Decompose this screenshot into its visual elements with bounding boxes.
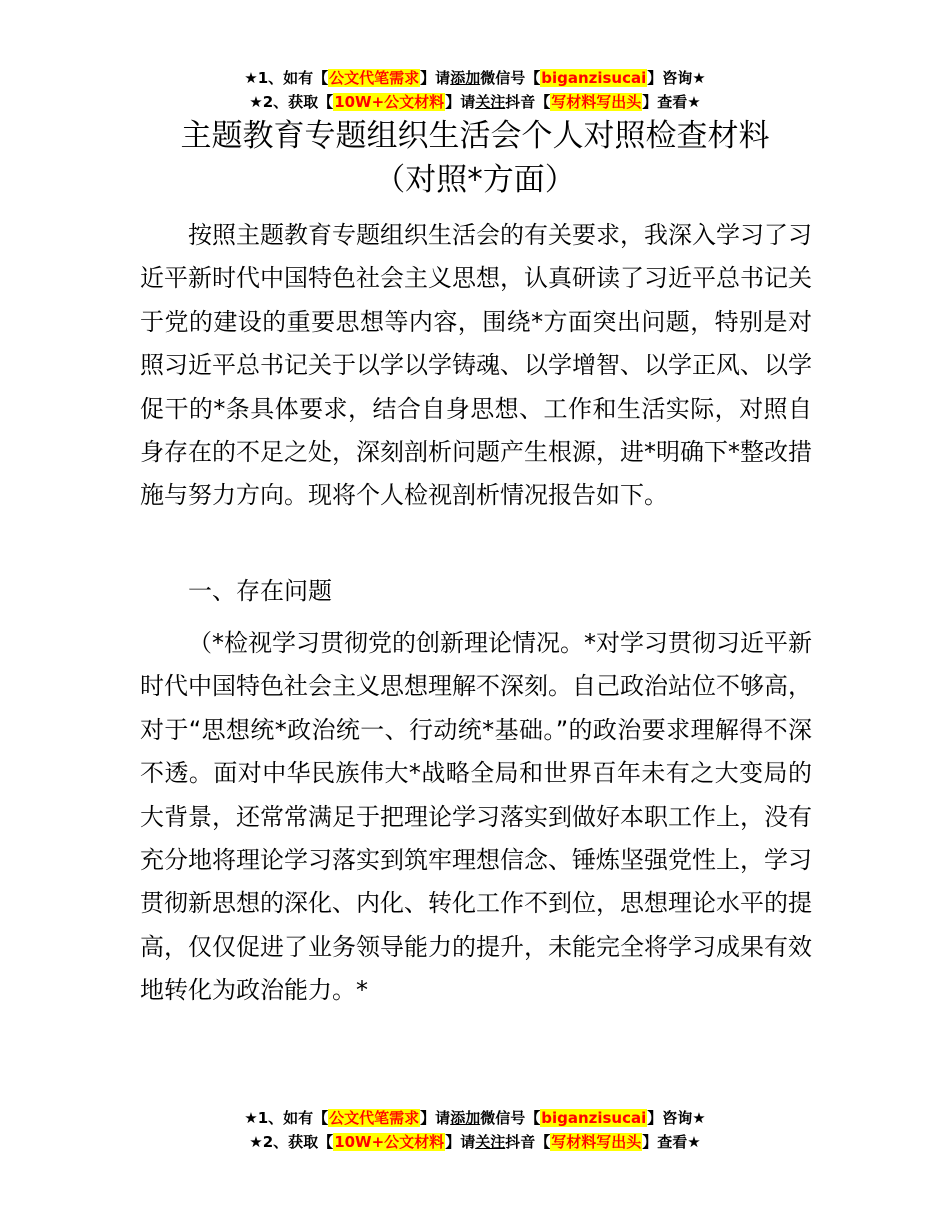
highlight-douyin: 写材料写出头: [551, 1133, 642, 1151]
footer-banner: [0, 1106, 950, 1154]
highlight-materials: 10W+公文材料: [334, 1133, 445, 1151]
highlight-materials: 10W+公文材料: [334, 93, 445, 111]
header-banner: [0, 66, 950, 114]
highlight-douyin: 写材料写出头: [551, 93, 642, 111]
highlight-wechat-id: biganzisucai: [541, 1109, 647, 1127]
document-title: 主题教育专题组织生活会个人对照检查材料: [180, 118, 770, 154]
banner-line-1: ★1、如有【公文代笔需求】请添加微信号【biganzisucai】咨询★: [244, 69, 706, 87]
intro-paragraph: 按照主题教育专题组织生活会的有关要求，我深入学习了习近平新时代中国特色社会主义思想，认真研读了习近平总书记关于党的建设的重要思想等内容，围绕*方面突出问题，特别是对照习近平总书记关于以学以学铸魂、以学增智、以学正风、以学促干的*条具体要求，结合自身思想、工作和生活实际，对照自身存在的不足之处，深刻剖析问题产生根源，进*明确下*整改措施与努力方向。现将个人检视剖析情况报告如下。: [140, 221, 812, 510]
banner-line-2: ★2、获取【10W+公文材料】请关注抖音【写材料写出头】查看★: [249, 93, 701, 111]
highlight-service: 公文代笔需求: [329, 69, 420, 87]
banner-line-2: ★2、获取【10W+公文材料】请关注抖音【写材料写出头】查看★: [249, 1133, 701, 1151]
banner-line-1: ★1、如有【公文代笔需求】请添加微信号【biganzisucai】咨询★: [244, 1109, 706, 1127]
highlight-wechat-id: biganzisucai: [541, 69, 647, 87]
document-subtitle: （对照*方面）: [374, 162, 576, 198]
section-heading: 一、存在问题: [188, 577, 332, 605]
highlight-service: 公文代笔需求: [329, 1109, 420, 1127]
section-paragraph: （*检视学习贯彻党的创新理论情况。*对学习贯彻习近平新时代中国特色社会主义思想理解不深刻。自己政治站位不够高，对于“思想统*政治统一、行动统*基础。”的政治要求理解得不深不透。面对中华民族伟大*战略全局和世界百年未有之大变局的大背景，还常常满足于把理论学习落实到做好本职工作上，没有充分地将理论学习落实到筑牢理想信念、锤炼坚强党性上，学习贯彻新思想的深化、内化、转化工作不到位，思想理论水平的提高，仅仅促进了业务领导能力的提升，未能完全将学习成果有效地转化为政治能力。*: [140, 629, 812, 1005]
